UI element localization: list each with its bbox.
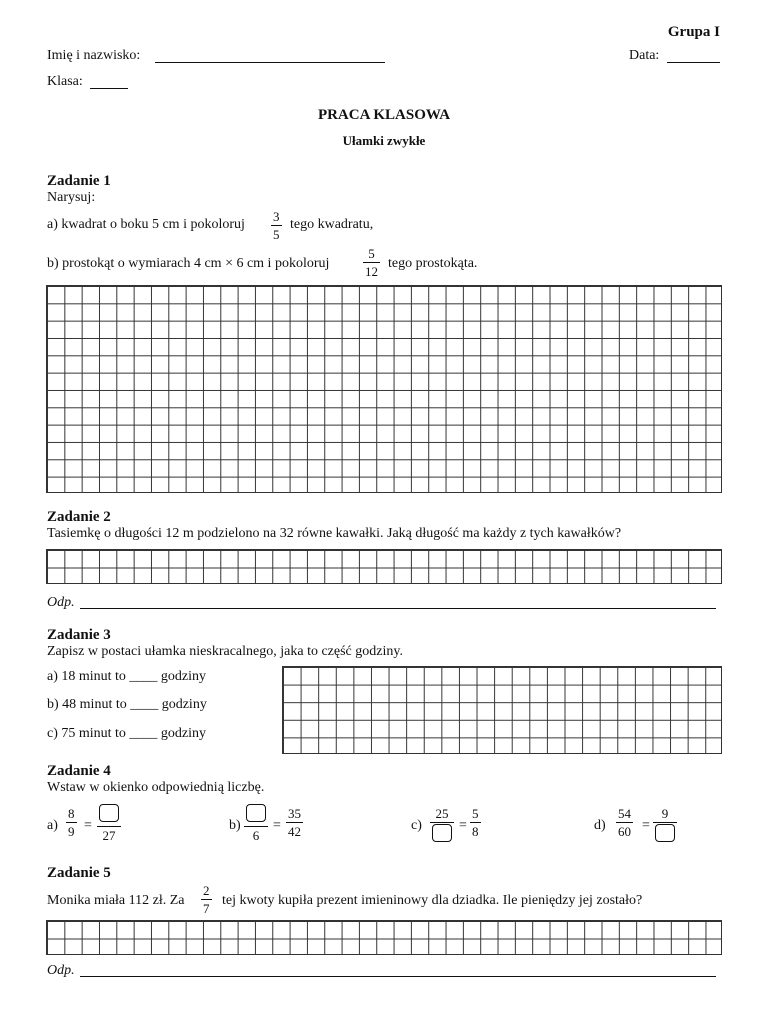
task4-c-answer-box[interactable] <box>432 824 452 842</box>
task2-work-grid[interactable] <box>46 549 722 584</box>
task5-answer-line[interactable] <box>80 976 716 977</box>
date-field[interactable] <box>667 62 720 63</box>
task4-a-denominator-left: 9 <box>68 824 75 839</box>
task1-b-numerator: 5 <box>368 246 375 261</box>
task3-item-b: b) 48 minut to ____ godziny <box>47 697 207 712</box>
task3-item-c: c) 75 minut to ____ godziny <box>47 726 207 741</box>
task3-work-grid[interactable] <box>282 666 722 754</box>
task4-d-fraction-left <box>616 806 633 839</box>
task1-a-fraction <box>271 209 282 242</box>
task4-d-numerator-right: 9 <box>661 806 669 821</box>
class-label: Klasa: <box>47 74 83 89</box>
class-field[interactable] <box>90 88 128 89</box>
page-title: PRACA KLASOWA <box>317 107 451 123</box>
task4-b-denominator-right: 42 <box>288 824 301 839</box>
task4-b-label: b) <box>229 818 241 833</box>
task4-d-fraction-right <box>653 806 677 847</box>
task4-a-fraction-right <box>97 802 121 843</box>
task4-c-equals: = <box>459 818 467 833</box>
task1-heading: Zadanie 1 <box>47 173 111 189</box>
task4-a-equals: = <box>84 818 92 833</box>
task3-heading: Zadanie 3 <box>47 627 111 643</box>
task1-drawing-grid[interactable] <box>46 285 722 493</box>
task1-b-text: b) prostokąt o wymiarach 4 cm × 6 cm i pokoloruj <box>47 256 330 271</box>
task4-a-denominator-right: 27 <box>102 828 116 843</box>
task5-heading: Zadanie 5 <box>47 865 111 881</box>
task2-answer-line[interactable] <box>80 608 716 609</box>
date-label: Data: <box>629 48 660 63</box>
page-subtitle: Ułamki zwykłe <box>342 133 426 148</box>
task4-b-answer-box[interactable] <box>246 804 266 822</box>
name-label: Imię i nazwisko: <box>47 48 141 63</box>
task4-a-answer-box[interactable] <box>99 804 119 822</box>
task1-a-text: a) kwadrat o boku 5 cm i pokoloruj <box>47 217 245 232</box>
task5-answer-label: Odp. <box>47 963 75 978</box>
task4-d-denominator-left: 60 <box>618 824 631 839</box>
task4-b-fraction-right <box>286 806 303 839</box>
task1-a-denominator: 5 <box>273 227 280 242</box>
task4-b-denominator-left: 6 <box>252 828 260 843</box>
task2-heading: Zadanie 2 <box>47 509 111 525</box>
task1-b-text-after: tego prostokąta. <box>388 256 478 271</box>
task1-b-fraction <box>363 246 380 279</box>
task5-numerator: 2 <box>203 883 210 898</box>
task4-b-equals: = <box>273 818 281 833</box>
task4-b-numerator-right: 35 <box>288 806 301 821</box>
task4-c-fraction-right <box>470 806 481 839</box>
task4-b-fraction-left <box>244 802 268 843</box>
task4-d-equals: = <box>642 818 650 833</box>
task4-c-denominator-right: 8 <box>472 824 479 839</box>
task4-a-label: a) <box>47 818 58 833</box>
task4-c-fraction-left <box>430 806 454 847</box>
group-label: Grupa I <box>667 24 720 40</box>
task4-d-label: d) <box>594 818 606 833</box>
task1-b-denominator: 12 <box>365 264 378 279</box>
task4-heading: Zadanie 4 <box>47 763 111 779</box>
task4-d-numerator-left: 54 <box>618 806 631 821</box>
task1-intro: Narysuj: <box>47 190 96 205</box>
task1-a-text-after: tego kwadratu, <box>290 217 374 232</box>
task5-work-grid[interactable] <box>46 920 722 955</box>
task4-a-numerator-left: 8 <box>68 806 75 821</box>
task4-c-label: c) <box>411 818 422 833</box>
task4-c-numerator-right: 5 <box>472 806 479 821</box>
task3-text: Zapisz w postaci ułamka nieskracalnego, jaka to część godziny. <box>47 644 403 659</box>
task4-d-answer-box[interactable] <box>655 824 675 842</box>
task4-a-fraction-left <box>66 806 77 839</box>
task5-text-before: Monika miała 112 zł. Za <box>47 893 185 908</box>
task5-text-after: tej kwoty kupiła prezent imieninowy dla dziadka. Ile pieniędzy jej zostało? <box>222 893 643 908</box>
task2-text: Tasiemkę o długości 12 m podzielono na 32 równe kawałki. Jaką długość ma każdy z tych kawałków? <box>47 526 622 541</box>
task1-a-numerator: 3 <box>273 209 280 224</box>
task4-c-numerator-left: 25 <box>435 806 449 821</box>
name-field[interactable] <box>155 62 385 63</box>
task5-fraction <box>201 883 212 916</box>
task3-item-a: a) 18 minut to ____ godziny <box>47 669 207 684</box>
task5-denominator: 7 <box>203 901 210 916</box>
task2-answer-label: Odp. <box>47 595 75 610</box>
task4-text: Wstaw w okienko odpowiednią liczbę. <box>47 780 265 795</box>
